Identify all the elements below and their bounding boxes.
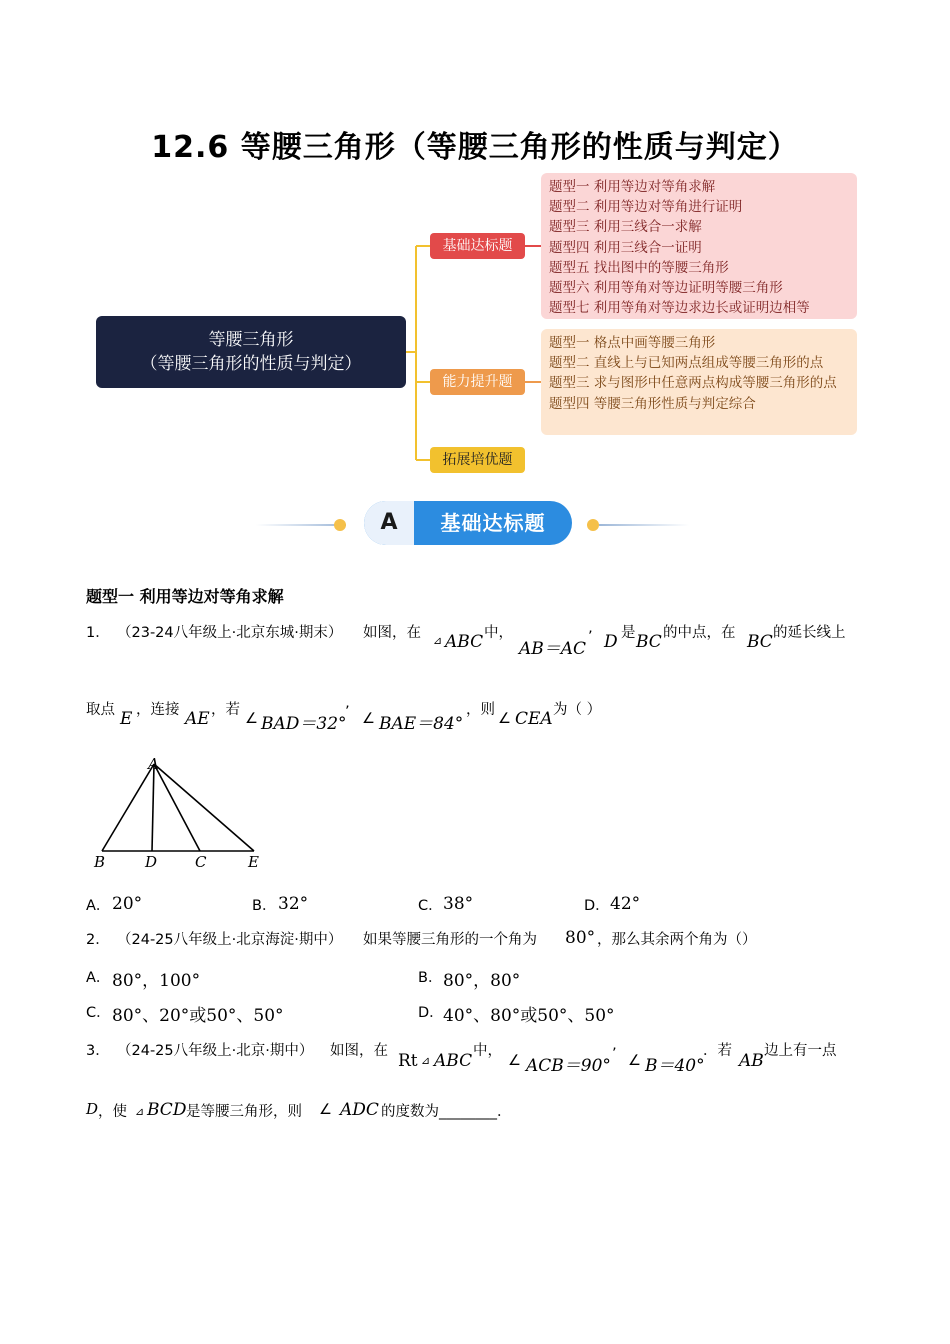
q3-text: 中，	[473, 1043, 502, 1059]
q1-number: 1．	[86, 625, 110, 641]
q1-eq1: AB＝AC	[519, 639, 587, 659]
q1-ang1: BAD＝32°	[261, 714, 347, 734]
q1-text: 如图，在	[363, 625, 421, 641]
fig-label-d: D	[145, 853, 158, 871]
topic-item: 题型一 利用等边对等角求解	[549, 179, 716, 195]
q1-comma: ’	[345, 704, 350, 720]
angle-symbol: ∠	[508, 1053, 521, 1069]
q3-text: ．若	[703, 1043, 732, 1059]
q2-text: 如果等腰三角形的一个角为	[363, 932, 537, 948]
banner-dot-left	[334, 519, 346, 531]
q1-bc: BC	[636, 632, 662, 652]
q1-text: ，则	[466, 702, 495, 718]
banner-line-left	[256, 524, 346, 526]
mindmap-root-line2: （等腰三角形的性质与判定）	[140, 354, 362, 374]
mindmap-root-line1: 等腰三角形	[208, 330, 294, 350]
q2-option-value: 80°、20°或50°、50°	[112, 1006, 284, 1026]
q2-option-key: A．	[86, 970, 111, 986]
q3-text: 如图，在	[330, 1043, 388, 1059]
q3-ab: AB	[739, 1051, 764, 1071]
q3-number: 3．	[86, 1043, 110, 1059]
q3-ang1: ACB＝90°	[526, 1056, 611, 1076]
fig-label-b: B	[94, 853, 106, 871]
q3-text: 的度数为________．	[381, 1104, 512, 1120]
q2-option-key: C．	[86, 1005, 111, 1021]
banner-label: 基础达标题	[440, 511, 546, 535]
q1-text: 取点	[86, 702, 115, 718]
q1-text: ，若	[211, 702, 240, 718]
q1-ae: AE	[185, 709, 210, 729]
q1-comma: ’	[588, 629, 593, 645]
banner-dot-right	[587, 519, 599, 531]
q1-text: 的延长线上	[773, 625, 846, 641]
q2-source: （24-25八年级上·北京海淀·期中）	[117, 932, 343, 948]
q2-option-key: B．	[418, 970, 443, 986]
q1-option-value: 42°	[610, 894, 641, 914]
topic-item: 题型六 利用等角对等边证明等腰三角形	[549, 280, 783, 297]
angle-symbol: ∠	[362, 711, 375, 727]
banner-line-right	[599, 524, 689, 526]
topic-item: 题型二 利用等边对等角进行证明	[549, 199, 743, 216]
q2-option-value: 80°，100°	[112, 971, 201, 991]
q3-source: （24-25八年级上·北京·期中）	[117, 1043, 314, 1059]
topic-item: 题型三 求与图形中任意两点构成等腰三角形的点	[549, 375, 837, 392]
topic-item: 题型四 等腰三角形性质与判定综合	[549, 395, 756, 412]
fig-label-e: E	[248, 853, 259, 871]
angle-symbol: ∠	[498, 711, 511, 727]
angle-symbol: ∠	[628, 1053, 641, 1069]
page-title: 12.6 等腰三角形（等腰三角形的性质与判定）	[151, 130, 799, 165]
q2-text: ，那么其余两个角为（）	[597, 932, 757, 948]
advanced-topics-panel	[541, 329, 857, 435]
q2-option-key: D．	[418, 1005, 444, 1021]
topic-item: 题型七 利用等角对等边求边长或证明边相等	[549, 300, 810, 317]
q1-option-key: D．	[584, 898, 610, 914]
q3-ang3: ADC	[340, 1100, 379, 1120]
q3-tri2: BCD	[147, 1100, 187, 1120]
section-heading: 题型一 利用等边对等角求解	[86, 587, 284, 606]
topic-item: 题型三 利用三线合一求解	[549, 219, 702, 236]
q1-ang3: CEA	[515, 709, 553, 729]
q1-d: D	[604, 632, 618, 652]
section-banner	[364, 501, 572, 545]
q2-angle: 80°	[565, 928, 596, 948]
q1-option-value: 32°	[278, 894, 309, 914]
fig-label-c: C	[195, 853, 207, 871]
topic-item: 题型二 直线上与已知两点组成等腰三角形的点	[549, 355, 824, 372]
q3-comma: ’	[612, 1046, 617, 1062]
q3-tri: ABC	[434, 1051, 473, 1071]
q3-rt: Rt	[398, 1051, 418, 1071]
q1-e: E	[120, 709, 133, 729]
angle-symbol: ∠	[245, 711, 258, 727]
q1-ang2: BAE＝84°	[379, 714, 464, 734]
q1-figure	[88, 752, 278, 874]
q1-text: 中，	[484, 625, 513, 641]
topic-item: 题型四 利用三线合一证明	[549, 239, 702, 256]
topic-item: 题型五 找出图中的等腰三角形	[549, 259, 729, 276]
q1-option-key: C．	[418, 898, 443, 914]
q1-bc2: BC	[747, 632, 773, 652]
q3-text: 是等腰三角形，则	[186, 1104, 302, 1120]
triangle-symbol: ⊿	[135, 1105, 145, 1118]
q1-text: 为（ ）	[553, 702, 602, 718]
q1-text: 的中点，在	[663, 625, 736, 641]
basic-topics-panel	[541, 173, 857, 319]
triangle-symbol: ⊿	[433, 634, 443, 647]
q3-ang2: B＝40°	[645, 1056, 705, 1076]
q1-option-key: A．	[86, 898, 111, 914]
q1-tri: ABC	[445, 632, 484, 652]
fig-label-a: A	[148, 755, 159, 773]
banner-letter: A	[364, 501, 414, 545]
branch-extension: 拓展培优题	[430, 447, 525, 473]
q1-option-key: B．	[252, 898, 277, 914]
q3-text: ，使	[98, 1104, 127, 1120]
q3-d: D	[86, 1100, 99, 1118]
q1-option-value: 20°	[112, 894, 143, 914]
angle-symbol: ∠	[319, 1102, 332, 1118]
q1-text: ，连接	[136, 702, 180, 718]
q1-text: 是	[621, 625, 636, 641]
q2-option-value: 40°、80°或50°、50°	[443, 1006, 615, 1026]
triangle-symbol: ⊿	[421, 1054, 431, 1067]
branch-basic: 基础达标题	[430, 233, 525, 259]
q2-number: 2．	[86, 932, 110, 948]
q1-source: （23-24八年级上·北京东城·期末）	[117, 625, 343, 641]
q2-option-value: 80°，80°	[443, 971, 521, 991]
branch-advanced: 能力提升题	[430, 369, 525, 395]
q3-text: 边上有一点	[764, 1043, 837, 1059]
q1-option-value: 38°	[443, 894, 474, 914]
topic-item: 题型一 格点中画等腰三角形	[549, 335, 716, 351]
